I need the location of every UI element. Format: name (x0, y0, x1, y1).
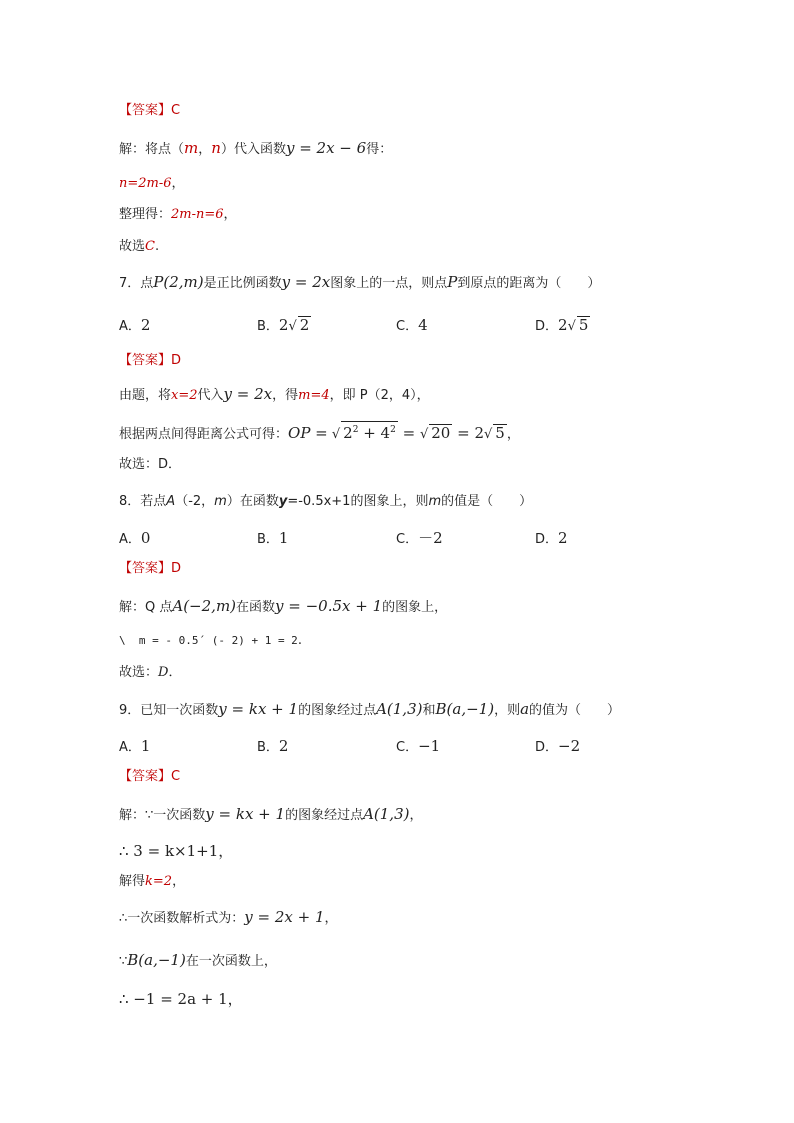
exponent: 2 (352, 425, 359, 435)
radical-icon: √ (288, 319, 297, 334)
q8-option-c (396, 528, 443, 550)
formula: m=4 (298, 388, 330, 403)
radicand: 20 (431, 424, 451, 442)
formula: y = kx + 1 (218, 700, 299, 718)
solution-line (119, 841, 233, 863)
solution-line (119, 455, 181, 475)
text: ， (172, 874, 186, 889)
text: ， (506, 427, 520, 442)
answer-value: D (171, 561, 182, 576)
point-P: P(2,m) (153, 273, 204, 291)
answer-value: C (171, 769, 181, 784)
option-value: −1 (418, 737, 441, 755)
formula: ∴ 3 = k×1+1， (119, 842, 234, 860)
term: + 4 (358, 424, 391, 442)
text: ． (168, 665, 182, 680)
answer-tag: 【答案】 (119, 561, 172, 576)
formula: n=2m-6 (119, 176, 172, 191)
option-label: A． (119, 740, 141, 755)
text: 由题，将 (119, 388, 172, 403)
var-A: A (166, 494, 176, 509)
text: 故选：D． (119, 457, 182, 472)
answer-value: C (171, 103, 181, 118)
text: 的图象经过点 (285, 808, 364, 823)
point-A: A(−2,m) (172, 597, 237, 615)
answer-tag: 【答案】 (119, 103, 172, 118)
solution-line (119, 663, 181, 683)
option-label: A． (119, 319, 141, 334)
solution-line (119, 237, 159, 257)
option-label: D． (535, 532, 559, 547)
text: 解：Q 点 (119, 600, 173, 615)
solution-line (119, 421, 520, 445)
point-A: A(1,3) (376, 700, 423, 718)
q8-option-b (257, 528, 288, 550)
base: 2 (343, 424, 353, 442)
var-m: m (214, 494, 227, 509)
text: 故选 (119, 239, 146, 254)
option-value: 2 (558, 529, 568, 547)
text: 解：∵一次函数 (119, 808, 206, 823)
formula: =-0.5x+1 (287, 494, 351, 509)
text: 得： (366, 142, 393, 157)
formula: y = 2x (281, 273, 331, 291)
text: . (154, 239, 160, 254)
q9-option-c (396, 736, 440, 758)
option-value: 2 (558, 316, 568, 334)
option-label: A． (119, 532, 141, 547)
text: 是正比例函数 (203, 276, 282, 291)
text: 的值是（ ） (441, 494, 533, 509)
solution-line (119, 384, 430, 406)
var-y: y (278, 494, 288, 509)
option-label: C． (396, 319, 419, 334)
q9-option-b (257, 736, 288, 758)
text: ， (223, 207, 237, 222)
equals: = (397, 424, 420, 442)
text: ）代入函数 (220, 142, 286, 157)
solution-line (119, 950, 277, 972)
solution-line (119, 205, 237, 225)
point-A: A(1,3) (363, 805, 410, 823)
answer-line-6 (119, 101, 180, 121)
formula: \ m = - 0.5´ (- 2) + 1 = 2 (119, 634, 298, 647)
solution-line (119, 989, 243, 1011)
option-value: 4 (418, 316, 428, 334)
text: 的图象上，则 (350, 494, 429, 509)
option-value: 2 (278, 316, 289, 334)
q7-option-a (119, 315, 150, 337)
text: 解得 (119, 874, 146, 889)
text: 故选： (119, 665, 159, 680)
option-value: －2 (418, 529, 443, 547)
radical-icon: √ (567, 319, 576, 334)
formula: y = 2x − 6 (285, 139, 367, 157)
solution-line (119, 631, 302, 651)
answer-tag: 【答案】 (119, 769, 172, 784)
text: 到原点的距离为（ ） (457, 276, 601, 291)
radicand: 5 (495, 424, 505, 442)
text: 在函数 (236, 600, 276, 615)
text: 整理得： (119, 207, 172, 222)
formula: ∴ −1 = 2a + 1， (119, 990, 243, 1008)
solution-line (119, 596, 447, 618)
option-value: 0 (140, 529, 151, 547)
answer-tag: 【答案】 (119, 353, 172, 368)
text: 7．点 (119, 276, 154, 291)
point-B: B(a,−1) (127, 951, 186, 969)
radical-icon: √ (419, 427, 429, 442)
option-label: B． (257, 319, 279, 334)
question-7-stem (119, 272, 600, 294)
text: ，即 P（2，4）， (329, 388, 430, 403)
text: 代入 (197, 388, 224, 403)
answer-line-8 (119, 559, 181, 579)
answer-line-7 (119, 351, 181, 371)
text: 和 (422, 703, 436, 718)
formula: k=2 (145, 874, 173, 889)
option-value: 1 (140, 737, 151, 755)
option-value: 1 (278, 529, 289, 547)
option-label: C． (396, 532, 419, 547)
q7-option-c (396, 315, 428, 337)
text: ， (171, 176, 185, 191)
text: ， (198, 142, 212, 157)
option-label: B． (257, 532, 279, 547)
exponent: 2 (390, 425, 396, 435)
formula: x=2 (171, 388, 198, 403)
text: 根据两点间得距离公式可得： (119, 427, 289, 442)
text: ，得 (272, 388, 299, 403)
text: ∵ (119, 954, 128, 969)
option-label: D． (535, 319, 559, 334)
text: （-2， (175, 494, 215, 509)
solution-line (119, 174, 185, 194)
text: ， (409, 808, 423, 823)
text: ∴一次函数解析式为： (119, 911, 245, 926)
formula: y = kx + 1 (205, 805, 286, 823)
q7-option-b (257, 315, 311, 337)
option-value: 2 (278, 737, 289, 755)
var-P: P (447, 273, 458, 291)
solution-line (119, 804, 423, 826)
radicand: 2 (299, 316, 310, 334)
text: 的图象上， (382, 600, 448, 615)
var-a: a (520, 700, 530, 718)
formula: y = 2x (223, 385, 273, 403)
text: ， (324, 911, 338, 926)
solution-line (119, 872, 185, 892)
question-9-stem (119, 699, 620, 721)
equals: = 2 (452, 424, 484, 442)
q8-option-d (535, 528, 568, 550)
text: 图象上的一点，则点 (330, 276, 448, 291)
text: 9．已知一次函数 (119, 703, 219, 718)
option-label: D． (535, 740, 559, 755)
answer-value: D (171, 353, 182, 368)
q7-option-d (535, 315, 590, 337)
option-label: B． (257, 740, 279, 755)
text: 的值为（ ） (529, 703, 621, 718)
formula: y = −0.5x + 1 (275, 597, 383, 615)
option-label: C． (396, 740, 419, 755)
text: ）在函数 (226, 494, 279, 509)
text: 在一次函数上， (185, 954, 277, 969)
var-m: m (428, 494, 442, 509)
option-value: 2 (140, 316, 151, 334)
q8-option-a (119, 528, 150, 550)
q9-option-a (119, 736, 150, 758)
choice: C (145, 239, 155, 254)
formula: 2m-n=6 (171, 207, 224, 222)
solution-line (119, 907, 338, 929)
radicand: 5 (578, 316, 589, 334)
option-value: −2 (558, 737, 581, 755)
text: 8．若点 (119, 494, 167, 509)
text: 的图象经过点 (298, 703, 377, 718)
choice: D (158, 665, 169, 680)
formula: OP = (288, 424, 328, 442)
radicand (341, 421, 398, 441)
radical-icon: √ (484, 427, 493, 442)
point-B: B(a,−1) (435, 700, 495, 718)
question-8-stem (119, 492, 532, 512)
solution-line (119, 138, 392, 160)
text: . (297, 633, 302, 648)
radical-icon: √ (327, 427, 341, 442)
text: ，则 (494, 703, 521, 718)
var-m: m (184, 139, 199, 157)
q9-option-d (535, 736, 580, 758)
var-n: n (211, 139, 221, 157)
answer-line-9 (119, 767, 180, 787)
text: 解：将点（ (119, 142, 185, 157)
formula: y = 2x + 1 (244, 908, 325, 926)
